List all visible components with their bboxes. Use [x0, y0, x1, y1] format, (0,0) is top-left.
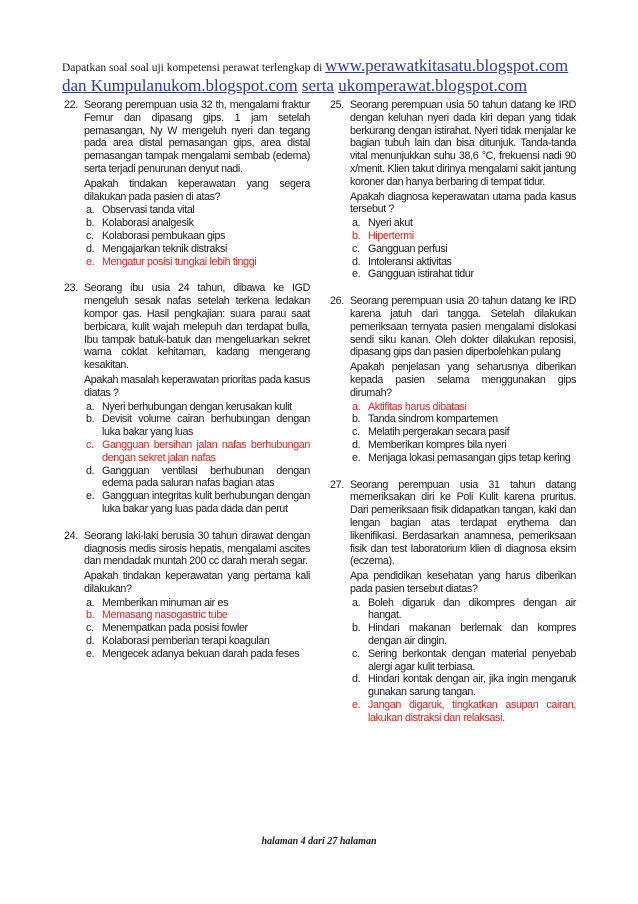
option-letter: c. — [352, 647, 360, 660]
option-text: Mengajarkan teknik distraksi — [102, 242, 228, 255]
answer-option — [350, 439, 576, 452]
question-text: Seorang laki-laki berusia 30 tahun dirawat dengan diagnosis medis sirosis hepatis, mengalami ascites dan mendadak muntah 200 cc darah merah segar. — [84, 529, 310, 568]
answer-option — [350, 243, 576, 256]
option-text: Boleh digaruk dan dikompres dengan air hangat. — [368, 596, 576, 622]
question-prompt: Apakah tindakan keperawatan yang segera dilakukan pada pasien di atas? — [84, 177, 310, 203]
header-serta: serta — [301, 76, 334, 95]
option-text: Menempatkan pada posisi fowler — [102, 622, 248, 635]
option-letter: d. — [352, 255, 361, 268]
answer-option — [84, 597, 310, 610]
option-list — [84, 401, 310, 516]
option-text: Memasang nasogastric tube — [102, 609, 228, 622]
question-text: Seorang perempuan usia 50 tahun datang ke IRD dengan keluhan nyeri dada kiri depan yang tidak berkurang dengan istirahat. Nyeri tidak menjalar ke bagian tubuh lain dan bisa ditunjuk. Tanda-tanda vital menunjukkan suhu 38,6 °C, frekuensi nadi 90 x/menit. Klien takut dirinya mengalami sakit jantung koroner dan hanya berbaring di tempat tidur. — [350, 99, 576, 188]
question-number: 24. — [64, 529, 78, 542]
option-letter: e. — [86, 255, 95, 268]
question-number: 23. — [64, 282, 78, 295]
option-letter: e. — [352, 268, 361, 281]
option-letter: e. — [352, 451, 361, 464]
option-text: Jangan digaruk, tingkatkan asupan cairan, lakukan distraksi dan relaksasi. — [368, 699, 576, 724]
option-text: Observasi tanda vital — [102, 204, 195, 217]
link-kumpulanukom[interactable]: dan Kumpulanukom.blogspot.com — [62, 76, 298, 95]
option-text: Melatih pergerakan secara pasif — [368, 426, 510, 439]
option-text: Gangguan istirahat tidur — [368, 268, 474, 281]
right-column — [330, 99, 576, 739]
option-text: Nyeri berhubungan dengan kerusakan kulit — [102, 400, 292, 413]
option-text: Gangguan integritas kulit berhubungan dengan luka bakar yang luas pada dada dan perut — [102, 490, 310, 515]
option-letter: c. — [86, 229, 94, 242]
question-number: 27. — [330, 478, 344, 491]
option-letter: c. — [86, 622, 94, 635]
option-list — [350, 597, 576, 725]
left-column — [64, 99, 310, 675]
answer-option — [84, 243, 310, 256]
option-letter: d. — [86, 464, 95, 477]
option-text: Gangguan bersihan jalan nafas berhubungan dengan sekret jalan nafas — [102, 438, 310, 464]
question-text: Seorang perempuan usia 31 tahun datang memeriksakan diri ke Poli Kulit karena pruritus. Dari pemeriksaan fisik didapatkan tangan, kaki dan lengan bagian atas terdapat erythema dan likenifikasi. Berdasarkan anamnesa, pemeriksaan fisik dan test laboratorium klien di diagnosa eksim (eczema). — [350, 478, 576, 568]
option-text: Kolaborasi pembukaan gips — [102, 229, 226, 242]
answer-option — [350, 648, 576, 674]
option-text: Hindari kontak dengan air, jika ingin mengaruk gunakan sarung tangan. — [368, 673, 576, 699]
question-24 — [64, 530, 310, 661]
answer-option — [84, 413, 310, 439]
answer-option — [350, 597, 576, 623]
header-line-1 — [62, 58, 602, 76]
header-prefix: Dapatkan soal soal uji kompetensi perawat terlengkap di — [62, 62, 323, 74]
answer-option — [84, 204, 310, 217]
option-letter: e. — [86, 490, 95, 503]
option-list — [350, 401, 576, 465]
option-text: Nyeri akut — [368, 217, 413, 230]
option-text: Tanda sindrom kompartemen — [368, 413, 498, 426]
answer-option — [350, 413, 576, 426]
option-letter: c. — [352, 426, 360, 439]
answer-option — [84, 490, 310, 516]
question-text: Seorang perempuan usia 32 th, mengalami fraktur Femur dan dipasang gips. 1 jam setelah pemasangan, Ny W mengeluh nyeri dan tegang pada area distal pemasangan gips, area distal pemasangan tampak mengalami sembab (edema) serta terjadi penurunan denyut nadi. — [84, 99, 310, 175]
option-text: Mengatur posisi tungkai lebih tinggi — [102, 255, 257, 268]
answer-option — [350, 268, 576, 281]
option-text: Hipertermi — [368, 229, 414, 242]
option-letter: e. — [352, 699, 361, 712]
option-letter: d. — [352, 673, 361, 686]
header-line-2 — [62, 76, 602, 96]
link-ukomperawat[interactable]: ukomperawat.blogspot.com — [338, 76, 528, 95]
question-prompt: Apakah tindakan keperawatan yang pertama kali dilakukan? — [84, 570, 310, 595]
option-letter: c. — [86, 438, 94, 451]
question-26 — [330, 295, 576, 464]
question-prompt: Apakah penjelasan yang seharusnya diberikan kepada pasien selama menggunakan gips dirumah? — [350, 361, 576, 399]
option-text: Devisit volume cairan berhubungan dengan luka bakar yang luas — [102, 413, 310, 439]
option-list — [350, 217, 576, 281]
option-letter: e. — [86, 647, 95, 660]
option-letter: a. — [352, 400, 361, 413]
question-27 — [330, 479, 576, 725]
option-text: Gangguan perfusi — [368, 242, 448, 255]
question-text: Seorang perempuan usia 20 tahun datang ke IRD karena jatuh dari tangga. Setelah dilakukan pemeriksaan ternyata pasien mengalami dislokasi sendi siku kanan. Oleh dokter dilakukan reposisi, dipasang gips dan pasien diperbolehkan pulang — [350, 295, 576, 359]
option-letter: b. — [86, 217, 95, 230]
option-letter: b. — [352, 622, 361, 635]
option-text: Memberikan kompres bila nyeri — [368, 438, 507, 451]
option-text: Gangguan ventilasi berhubunan dengan edema pada saluran nafas bagian atas — [102, 464, 310, 490]
question-prompt: Apa pendidikan kesehatan yang harus diberikan pada pasien tersebut diatas? — [350, 570, 576, 595]
question-prompt: Apakah diagnosa keperawatan utama pada kasus tersebut ? — [350, 190, 576, 216]
option-letter: b. — [352, 413, 361, 426]
answer-option — [350, 622, 576, 648]
answer-option — [84, 465, 310, 491]
page-footer: halaman 4 dari 27 halaman — [261, 836, 377, 847]
answer-option-correct — [84, 256, 310, 269]
option-text: Sering berkontak dengan material penyebab alergi agar kulit terbiasa. — [368, 647, 576, 673]
answer-option-correct — [350, 699, 576, 725]
answer-option — [84, 622, 310, 635]
question-22 — [64, 99, 310, 268]
answer-option — [350, 673, 576, 699]
option-text: Kolaborasi pemberian terapi koagulan — [102, 635, 270, 648]
option-letter: b. — [86, 413, 95, 426]
answer-option — [84, 217, 310, 230]
option-letter: b. — [352, 229, 361, 242]
answer-option — [84, 401, 310, 414]
option-text: Menjaga lokasi pemasangan gips tetap kering — [368, 451, 571, 464]
option-list — [84, 204, 310, 268]
answer-option — [84, 648, 310, 661]
question-23 — [64, 282, 310, 515]
answer-option-correct — [84, 439, 310, 465]
answer-option-correct — [84, 609, 310, 622]
answer-option — [350, 217, 576, 230]
option-text: Mengecek adanya bekuan darah pada feses — [102, 647, 300, 660]
option-list — [84, 597, 310, 661]
question-number: 26. — [330, 295, 344, 308]
answer-option — [84, 230, 310, 243]
option-letter: d. — [86, 635, 95, 648]
page-header — [62, 58, 602, 96]
answer-option — [350, 452, 576, 465]
option-text: Intoleransi aktivitas — [368, 255, 452, 268]
option-letter: a. — [86, 204, 95, 217]
option-letter: b. — [86, 609, 95, 622]
option-text: Hindari makanan berlemak dan kompres dengan air dingin. — [368, 622, 576, 648]
option-letter: a. — [86, 400, 95, 413]
option-letter: c. — [352, 242, 360, 255]
question-text: Seorang ibu usia 24 tahun, dibawa ke IGD mengeluh sesak nafas setelah terkena ledakan kompor gas. Hasil pengkajian: suara parau saat berbicara, kulit wajah melepuh dan terdapat bulla, Ibu tampak batuk-batuk dan mengeluarkan sekret warna coklat kehitaman, kadang mengerang kesakitan. — [84, 282, 310, 372]
question-prompt: Apakah masalah keperawatan prioritas pada kasus diatas ? — [84, 373, 310, 399]
answer-option-correct — [350, 401, 576, 414]
option-letter: a. — [352, 596, 361, 609]
option-text: Memberikan minuman air es — [102, 596, 229, 609]
answer-option — [84, 635, 310, 648]
answer-option-correct — [350, 230, 576, 243]
question-number: 25. — [330, 99, 344, 111]
link-perawatkitasatu[interactable]: www.perawatkitasatu.blogspot.com — [325, 56, 569, 75]
option-text: Aktifitas harus dibatasi — [368, 400, 467, 413]
question-number: 22. — [64, 99, 78, 111]
option-letter: d. — [352, 438, 361, 451]
question-25 — [330, 99, 576, 281]
answer-option — [350, 426, 576, 439]
answer-option — [350, 256, 576, 269]
option-letter: a. — [86, 596, 95, 609]
option-letter: a. — [352, 217, 361, 230]
option-text: Kolaborasi analgesik — [102, 217, 194, 230]
option-letter: d. — [86, 242, 95, 255]
